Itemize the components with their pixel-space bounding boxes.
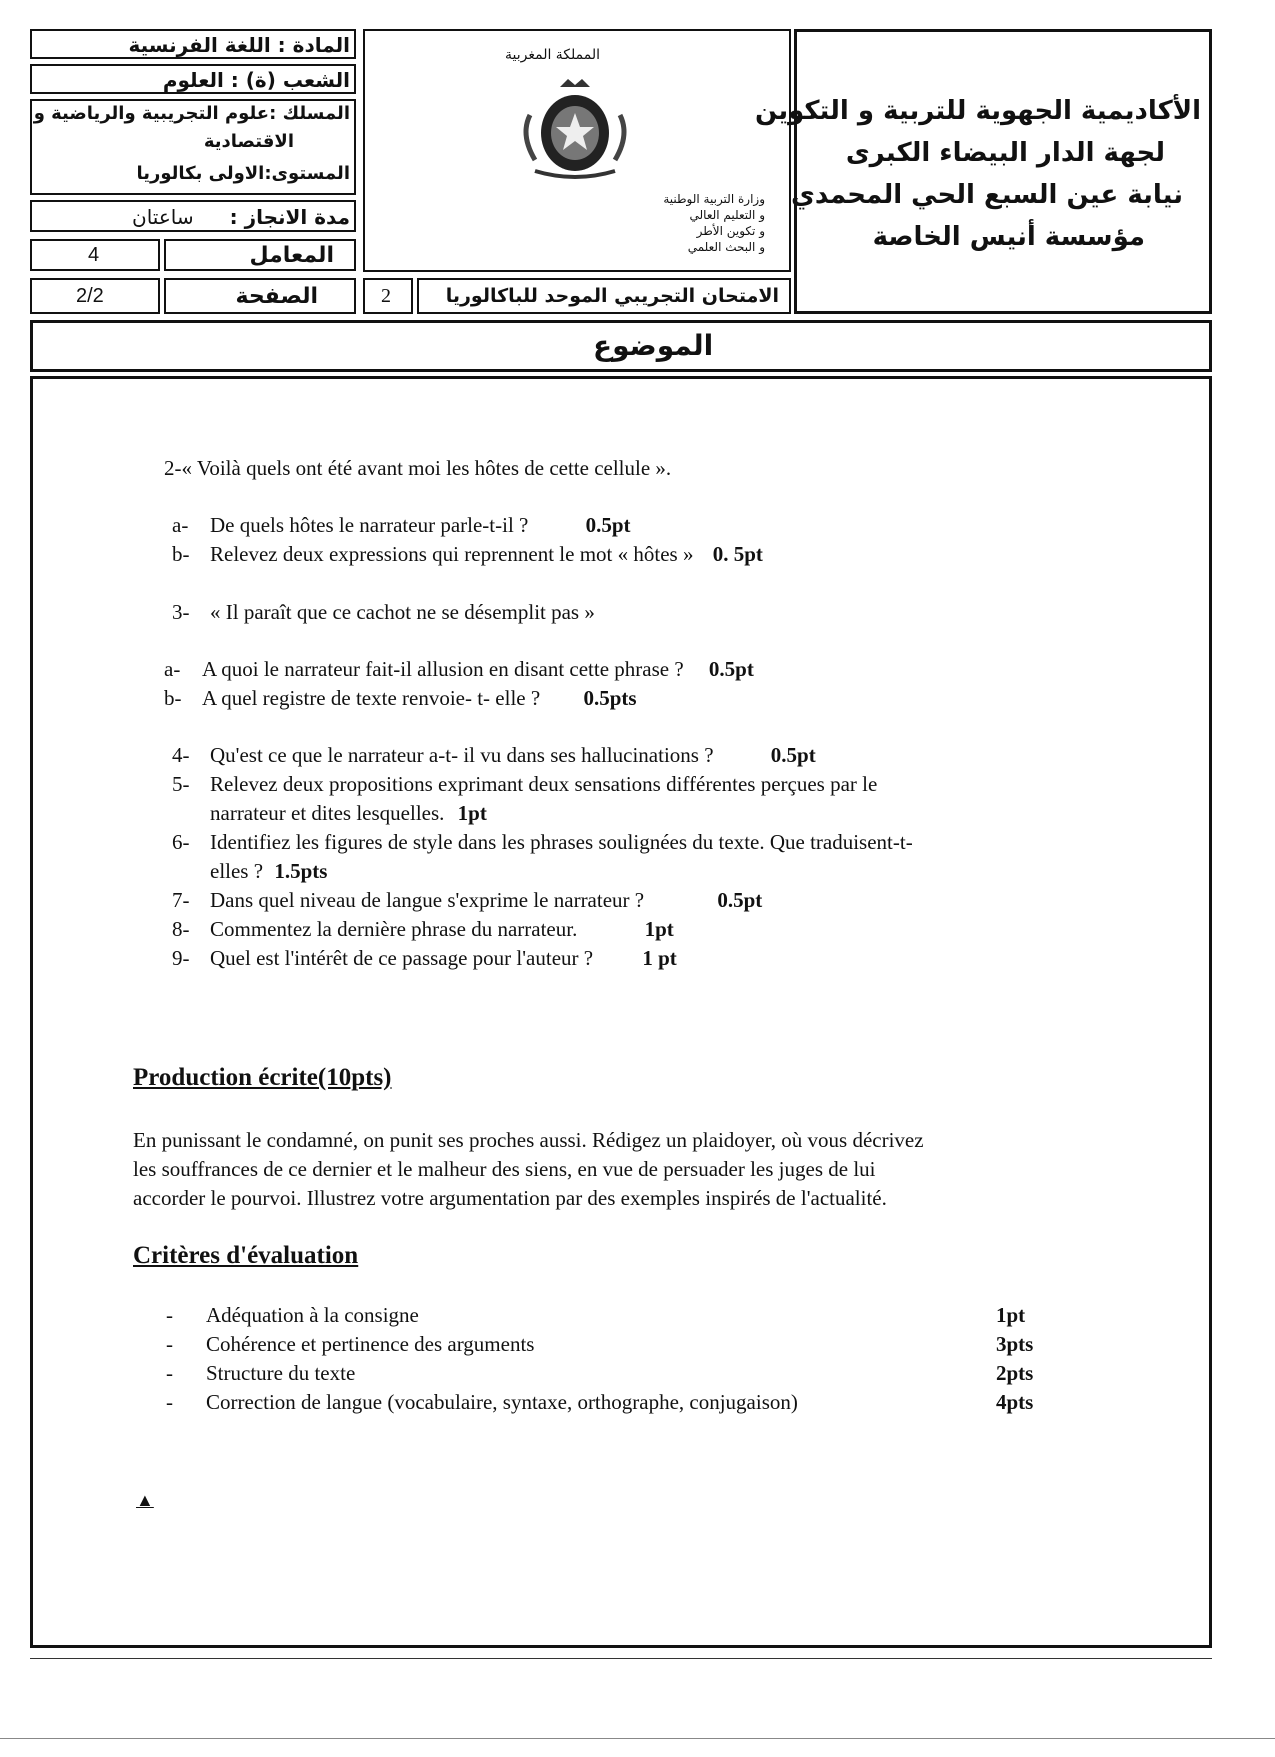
prompt-line: accorder le pourvoi. Illustrez votre argumentation par des exemples inspirés de l'actualité. (133, 1186, 887, 1210)
coef-value: 4 (88, 244, 100, 266)
page-label-cell (164, 278, 356, 314)
question-5-cont (210, 801, 487, 826)
duration-cell (30, 200, 356, 232)
question-3 (172, 600, 595, 625)
question-text: elles ? (210, 859, 264, 883)
track-cell (30, 99, 356, 195)
page-value: 2/2 (76, 285, 104, 307)
question-text: Commentez la dernière phrase du narrateur. (210, 917, 578, 941)
ministry-line: وزارة التربية الوطنية (663, 192, 765, 206)
question-points: 0.5pts (583, 686, 637, 710)
stream-text: الشعب (ة) : العلوم (162, 68, 350, 92)
question-points: 0.5pt (708, 657, 754, 681)
question-points: 0.5pt (717, 888, 763, 912)
question-2b (172, 542, 763, 567)
prompt-line: En punissant le condamné, on punit ses proches aussi. Rédigez un plaidoyer, où vous décrivez (133, 1128, 924, 1152)
exam-title-cell (417, 278, 791, 314)
question-3b (164, 686, 637, 711)
bullet-dash: - (166, 1332, 173, 1356)
question-text: Relevez deux propositions exprimant deux sensations différentes perçues par le (210, 772, 878, 796)
exam-number-cell (363, 278, 413, 314)
question-text: Relevez deux expressions qui reprennent le mot « hôtes » (210, 542, 694, 566)
ministry-cell (363, 29, 791, 272)
track-text-line2: الاقتصادية (203, 131, 294, 152)
question-text: A quel registre de texte renvoie- t- elle ? (202, 686, 541, 710)
criteria-label: Correction de langue (vocabulaire, syntaxe, orthographe, conjugaison) (206, 1390, 798, 1414)
page-label: الصفحة (235, 284, 318, 309)
kingdom-text: المملكة المغربية (505, 47, 601, 63)
ministry-lines (385, 191, 765, 255)
ministry-line: و البحث العلمي (687, 240, 765, 254)
exam-number: 2 (381, 285, 391, 307)
prompt-line: les souffrances de ce dernier et le malheur des siens, en vue de persuader les juges de lui (133, 1157, 876, 1181)
bullet-dash: - (166, 1390, 173, 1414)
criteria-points: 4pts (996, 1390, 1034, 1414)
question-5 (172, 772, 877, 797)
page-value-cell (30, 278, 160, 314)
question-8 (172, 917, 674, 942)
question-6 (172, 830, 913, 855)
question-6-cont (210, 859, 327, 884)
subject-text: المادة : اللغة الفرنسية (128, 33, 350, 57)
question-number: 2- (164, 456, 182, 480)
question-text: Identifiez les figures de style dans les phrases soulignées du texte. Que traduisent-t- (210, 830, 913, 854)
bullet-dash: - (166, 1303, 173, 1327)
question-points: 0. 5pt (712, 542, 763, 566)
coef-label: المعامل (249, 243, 334, 268)
question-text: De quels hôtes le narrateur parle-t-il ? (210, 513, 529, 537)
question-number: 8- (172, 917, 190, 941)
question-2 (164, 456, 671, 481)
question-points: 1pt (457, 801, 487, 825)
question-number: b- (164, 686, 182, 710)
track-text-line1: المسلك :علوم التجريبية والرياضية و (33, 103, 350, 124)
stream-cell (30, 64, 356, 94)
question-points: 1 pt (642, 946, 677, 970)
question-number: a- (172, 513, 189, 537)
question-4 (172, 743, 816, 768)
question-points: 1.5pts (274, 859, 328, 883)
question-text: Quel est l'intérêt de ce passage pour l'auteur ? (210, 946, 594, 970)
question-number: a- (164, 657, 181, 681)
coat-of-arms-icon (510, 75, 640, 185)
criteria-points: 3pts (996, 1332, 1034, 1356)
criteria-points: 1pt (996, 1303, 1026, 1327)
duration-value: ساعتان (132, 205, 194, 229)
question-number: 3- (172, 600, 190, 624)
question-text: « Il paraît que ce cachot ne se désemplit pas » (210, 600, 595, 624)
duration-label: مدة الانجاز : (229, 205, 350, 229)
criteria-label: Cohérence et pertinence des arguments (206, 1332, 535, 1356)
question-text: Qu'est ce que le narrateur a-t- il vu dans ses hallucinations ? (210, 743, 714, 767)
level-text: المستوى:الاولى بكالوريا (136, 163, 350, 184)
question-text: « Voilà quels ont été avant moi les hôtes de cette cellule ». (181, 456, 672, 480)
question-points: 0.5pt (770, 743, 816, 767)
subject-title: الموضوع (593, 329, 714, 362)
question-number: 4- (172, 743, 190, 767)
question-number: 9- (172, 946, 190, 970)
criteria-label: Structure du texte (206, 1361, 356, 1385)
academy-cell (754, 29, 1212, 314)
question-points: 1pt (644, 917, 674, 941)
subject-cell (30, 29, 356, 59)
question-9 (172, 946, 677, 971)
academy-line2: لجهة الدار البيضاء الكبرى (845, 138, 1165, 168)
production-title: Production écrite(10pts) (133, 1064, 392, 1091)
production-prompt (133, 1126, 1108, 1213)
question-number: 6- (172, 830, 190, 854)
bottom-rule (30, 1658, 1212, 1659)
criteria-points: 2pts (996, 1361, 1034, 1385)
question-text: Dans quel niveau de langue s'exprime le narrateur ? (210, 888, 645, 912)
page-edge-rule (0, 1738, 1275, 1739)
academy-line4: مؤسسة أنيس الخاصة (872, 222, 1145, 252)
bullet-dash: - (166, 1361, 173, 1385)
ministry-line: و تكوين الأطر (696, 224, 765, 238)
question-2a (172, 513, 631, 538)
question-number: b- (172, 542, 190, 566)
criteria-title: Critères d'évaluation (133, 1242, 359, 1269)
coef-label-cell (164, 239, 356, 271)
subject-title-bar (30, 320, 1212, 372)
question-text: narrateur et dites lesquelles. (210, 801, 445, 825)
ministry-line: و التعليم العالي (689, 208, 765, 222)
question-text: A quoi le narrateur fait-il allusion en disant cette phrase ? (202, 657, 684, 681)
question-number: 7- (172, 888, 190, 912)
question-3a (164, 657, 754, 682)
question-number: 5- (172, 772, 190, 796)
academy-line1: الأكاديمية الجهوية للتربية و التكوين (754, 96, 1201, 126)
academy-line3: نيابة عين السبع الحي المحمدي (791, 180, 1183, 210)
question-points: 0.5pt (585, 513, 631, 537)
question-7 (172, 888, 762, 913)
coef-value-cell (30, 239, 160, 271)
criteria-label: Adéquation à la consigne (206, 1303, 419, 1327)
triangle-icon: ▲ (136, 1490, 154, 1510)
exam-title: الامتحان التجريبي الموحد للباكالوريا (445, 285, 779, 307)
